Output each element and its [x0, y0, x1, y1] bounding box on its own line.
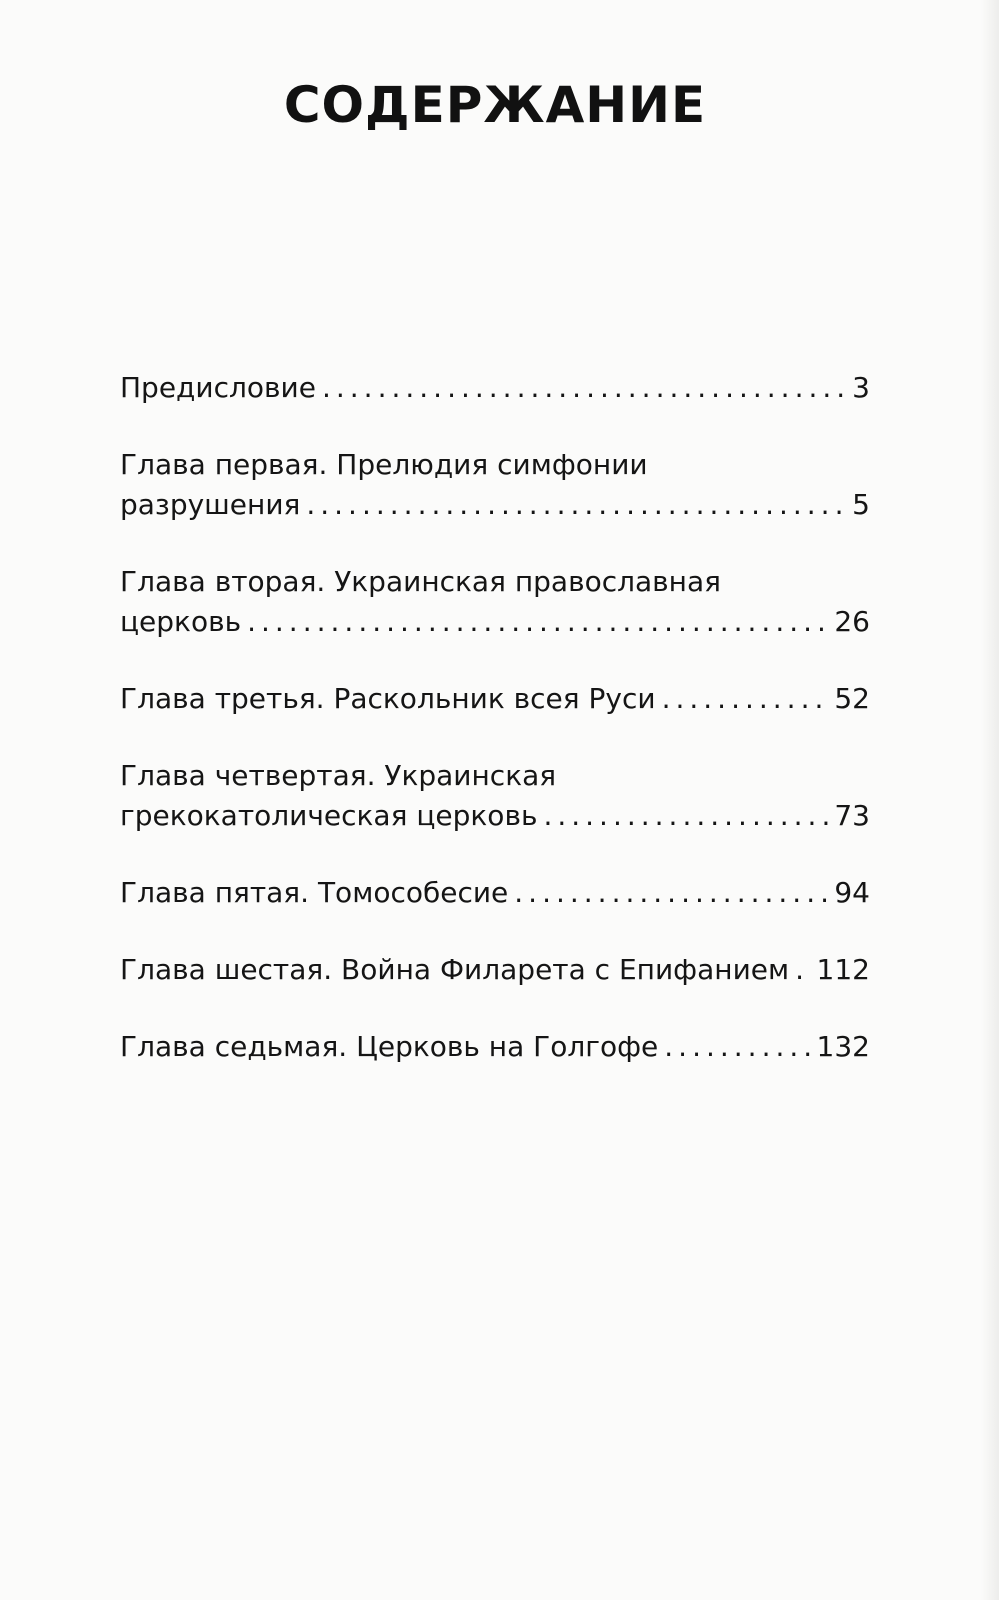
- toc-entry-last-line: [120, 873, 870, 913]
- toc-entry-chapter-4: [120, 756, 870, 836]
- dot-leader: [662, 679, 829, 719]
- toc-page-number: 132: [816, 1030, 870, 1063]
- toc-entry-last-line: [120, 485, 870, 525]
- toc-page-number: 112: [816, 953, 870, 986]
- toc-entry-last-line: [120, 950, 870, 990]
- toc-entry-chapter-2: [120, 562, 870, 642]
- toc-entry-chapter-6: [120, 950, 870, 990]
- toc-entry-title: Предисловие: [120, 371, 316, 404]
- dot-leader: [514, 873, 828, 913]
- toc-entry-title-line-1: Глава первая. Прелюдия симфонии: [120, 448, 648, 481]
- toc-entry-chapter-1: [120, 445, 870, 525]
- toc-entry-last-line: [120, 1027, 870, 1067]
- toc-page-number: 26: [834, 605, 870, 638]
- toc-page-number: 94: [834, 876, 870, 909]
- toc-entry-chapter-7: [120, 1027, 870, 1067]
- toc-entry-last-line: [120, 368, 870, 408]
- dot-leader: [247, 602, 828, 642]
- toc-entry-title-line-2: церковь: [120, 605, 242, 638]
- toc-page-number: 52: [834, 682, 870, 715]
- dot-leader: [795, 950, 810, 990]
- toc-entry-title-line-2: грекокатолическая церковь: [120, 799, 538, 832]
- toc-entry-title: Глава третья. Раскольник всея Руси: [120, 682, 656, 715]
- toc-entry-title-line-1: Глава четвертая. Украинская: [120, 759, 557, 792]
- toc-page-number: 3: [852, 371, 870, 404]
- toc-entry-preface: [120, 368, 870, 408]
- toc-entry-last-line: [120, 796, 870, 836]
- toc-entry-last-line: [120, 679, 870, 719]
- page-title: СОДЕРЖАНИЕ: [283, 76, 707, 134]
- toc-page-number: 5: [852, 488, 870, 521]
- dot-leader: [664, 1027, 810, 1067]
- dot-leader: [306, 485, 846, 525]
- toc-entry-title: Глава шестая. Война Филарета с Епифанием: [120, 953, 790, 986]
- page-edge-shadow: [981, 0, 999, 1600]
- toc-page-number: 73: [834, 799, 870, 832]
- toc-entry-last-line: [120, 602, 870, 642]
- dot-leader: [322, 368, 846, 408]
- toc-entry-chapter-5: [120, 873, 870, 913]
- toc-entry-title: Глава пятая. Томособесие: [120, 876, 509, 909]
- toc-entry-title-line-2: разрушения: [120, 488, 301, 521]
- toc-entry-title: Глава седьмая. Церковь на Голгофе: [120, 1030, 659, 1063]
- toc-entry-title-line-1: Глава вторая. Украинская православная: [120, 565, 721, 598]
- dot-leader: [543, 796, 828, 836]
- toc-entry-chapter-3: [120, 679, 870, 719]
- table-of-contents: [120, 368, 870, 1067]
